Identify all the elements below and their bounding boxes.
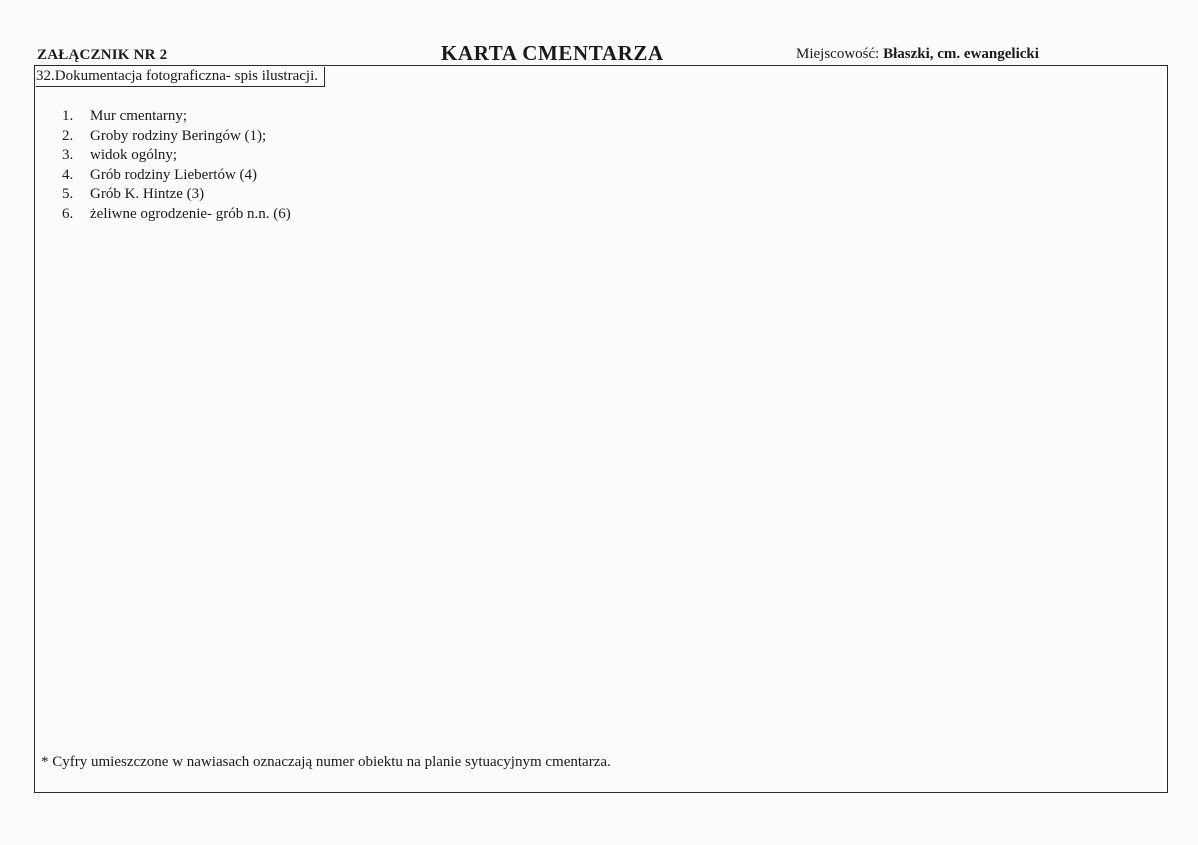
list-item (62, 166, 291, 186)
location (796, 46, 1039, 63)
list-item-text: Mur cmentarny; (90, 108, 188, 124)
list-item (62, 107, 291, 127)
list-item-text: Grób K. Hintze (3) (90, 186, 205, 203)
list-item (62, 205, 291, 225)
photo-list (62, 107, 291, 225)
list-item-number: 2. (62, 127, 74, 144)
list-item (62, 146, 291, 166)
list-item (62, 185, 291, 205)
list-item-number: 4. (62, 166, 74, 183)
attachment-label: ZAŁĄCZNIK NR 2 (37, 47, 168, 63)
footnote: * Cyfry umieszczone w nawiasach oznaczają numer obiektu na planie sytuacyjnym cmentarza. (41, 754, 611, 770)
location-value: Błaszki, cm. ewangelicki (883, 46, 1039, 62)
list-item-text: Groby rodziny Beringów (1); (90, 127, 267, 144)
list-item-text: widok ogólny; (90, 147, 178, 164)
list-item-number: 3. (62, 147, 74, 164)
section-heading: 32.Dokumentacja fotograficzna- spis ilustracji. (36, 67, 325, 87)
page-title: KARTA CMENTARZA (441, 41, 664, 65)
list-item (62, 127, 291, 147)
location-label: Miejscowość: (796, 46, 880, 62)
list-item-text: Grób rodziny Liebertów (4) (90, 166, 258, 183)
list-item-number: 6. (62, 205, 74, 222)
list-item-text: żeliwne ogrodzenie- grób n.n. (6) (90, 205, 291, 222)
list-item-number: 1. (62, 108, 74, 124)
list-item-number: 5. (62, 186, 74, 203)
